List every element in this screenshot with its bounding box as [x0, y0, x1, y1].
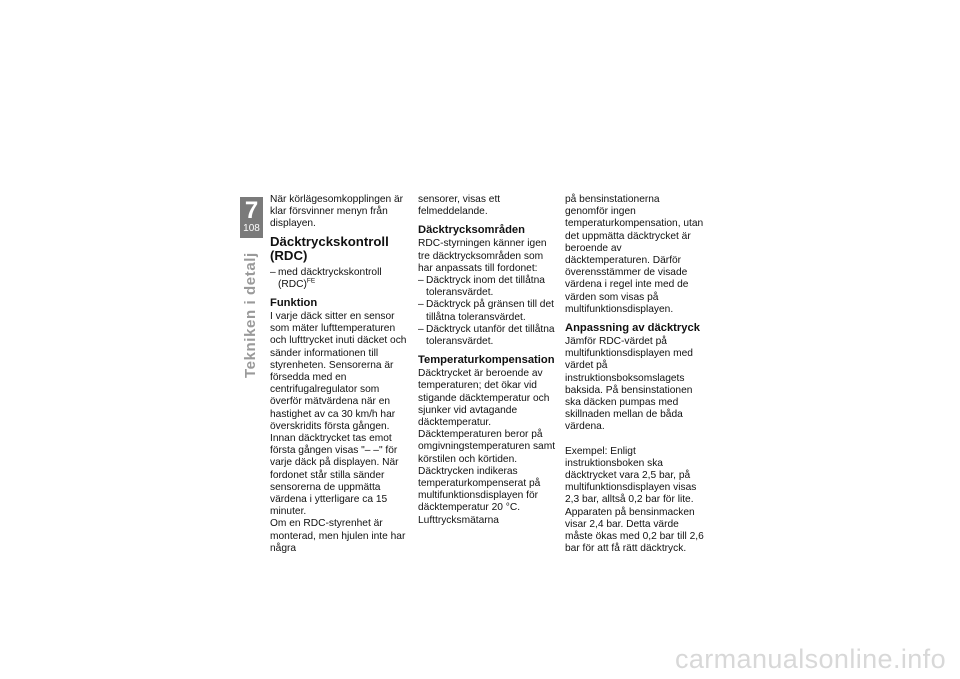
continuation-paragraph: på bensinstationerna genomför ingen temperaturkompensation, utan det uppmätta däcktrycket är beroende av däcktemperaturen. Därför överensstämmer de visade värdena i regel inte med de värden som visas på multifunktionsdisplayen. [565, 194, 704, 315]
temperatur-paragraph: Däcktrycket är beroende av temperaturen; det ökar vid stigande däcktemperatur och sjunker vid avtagande däcktemperatur. Däcktemperaturen beror på omgivningstemperaturen samt körstilen och körtiden. [418, 368, 556, 465]
list-item [270, 267, 410, 291]
dash-marker: – [418, 299, 424, 311]
section-heading-rdc: Däcktryckskontroll (RDC) [270, 233, 389, 264]
funktion-paragraph-2: Om en RDC-styrenhet är monterad, men hjulen inte har några [270, 518, 406, 554]
list-item: – Däcktryck utanför det tillåtna toleransvärdet. [418, 323, 555, 348]
watermark: carmanualsonline.info [674, 644, 946, 674]
chapter-number: 7 [244, 197, 259, 224]
section-heading-omraden: Däcktrycksområden [418, 224, 525, 237]
section-heading-temperatur: Temperaturkompensation [418, 354, 555, 367]
chapter-tab [240, 197, 263, 238]
text-column-2 [418, 194, 558, 527]
funktion-paragraph: I varje däck sitter en sensor som mäter lufttemperaturen och lufttrycket inuti däcket och sänder informationen till styrenheten. Sensorerna är försedda med en centrifugalregulator som överför mätvärdena när en hastighet av ca 30 km/h har överskridits första gången. Innan däcktrycket tas emot första gången visas "– –" för varje däck på displayen. När fordonet står stilla sänder sensorerna de uppmätta värdena i ytterligare ca 15 minuter. [270, 311, 407, 518]
rdc-option-text: med däcktryckskontroll (RDC) [278, 266, 382, 290]
page-number: 108 [243, 223, 260, 234]
dash-marker: – [418, 323, 424, 335]
continuation-paragraph: sensorer, visas ett felmeddelande. [418, 194, 501, 218]
text-column-1 [270, 194, 410, 555]
section-heading-funktion: Funktion [270, 297, 318, 310]
list-item: – Däcktryck på gränsen till det tillåtna toleransvärdet. [418, 299, 554, 323]
intro-paragraph: När körlägesomkopplingen är klar försvinner menyn från displayen. [270, 194, 404, 230]
dash-marker: – [418, 275, 424, 287]
chapter-title: Tekniken i detalj [242, 252, 259, 378]
section-heading-anpassning: Anpassning av däcktryck [565, 322, 700, 335]
option-code: FE [306, 277, 316, 285]
text-column-3 [565, 194, 705, 555]
anpassning-paragraph: Jämför RDC-värdet på multifunktionsdisplayen med värdet på instruktionsboksomslagets baksida. På bensinstationen ska däcken pumpas med skillnaden mellan de båda värdena. [565, 336, 693, 433]
dash-marker: – [270, 266, 276, 278]
omraden-intro: RDC-styrningen känner igen tre däcktrycksområden som har anpassats till fordonet: [418, 238, 547, 274]
temperatur-paragraph-2: Däcktrycken indikeras temperaturkompenserat på multifunktionsdisplayen för däcktemperatur 20 °C. Lufttrycksmätarna [418, 465, 541, 526]
example-paragraph: Exempel: Enligt instruktionsboken ska däcktrycket vara 2,5 bar, på multifunktionsdisplayen visas 2,3 bar, alltså 0,2 bar för lite. Apparaten på bensinmacken visar 2,4 bar. Detta värde måste ökas med 0,2 bar till 2,6 bar för att få rätt däcktryck. [565, 445, 704, 555]
list-item: – Däcktryck inom det tillåtna toleransvärdet. [418, 275, 545, 299]
